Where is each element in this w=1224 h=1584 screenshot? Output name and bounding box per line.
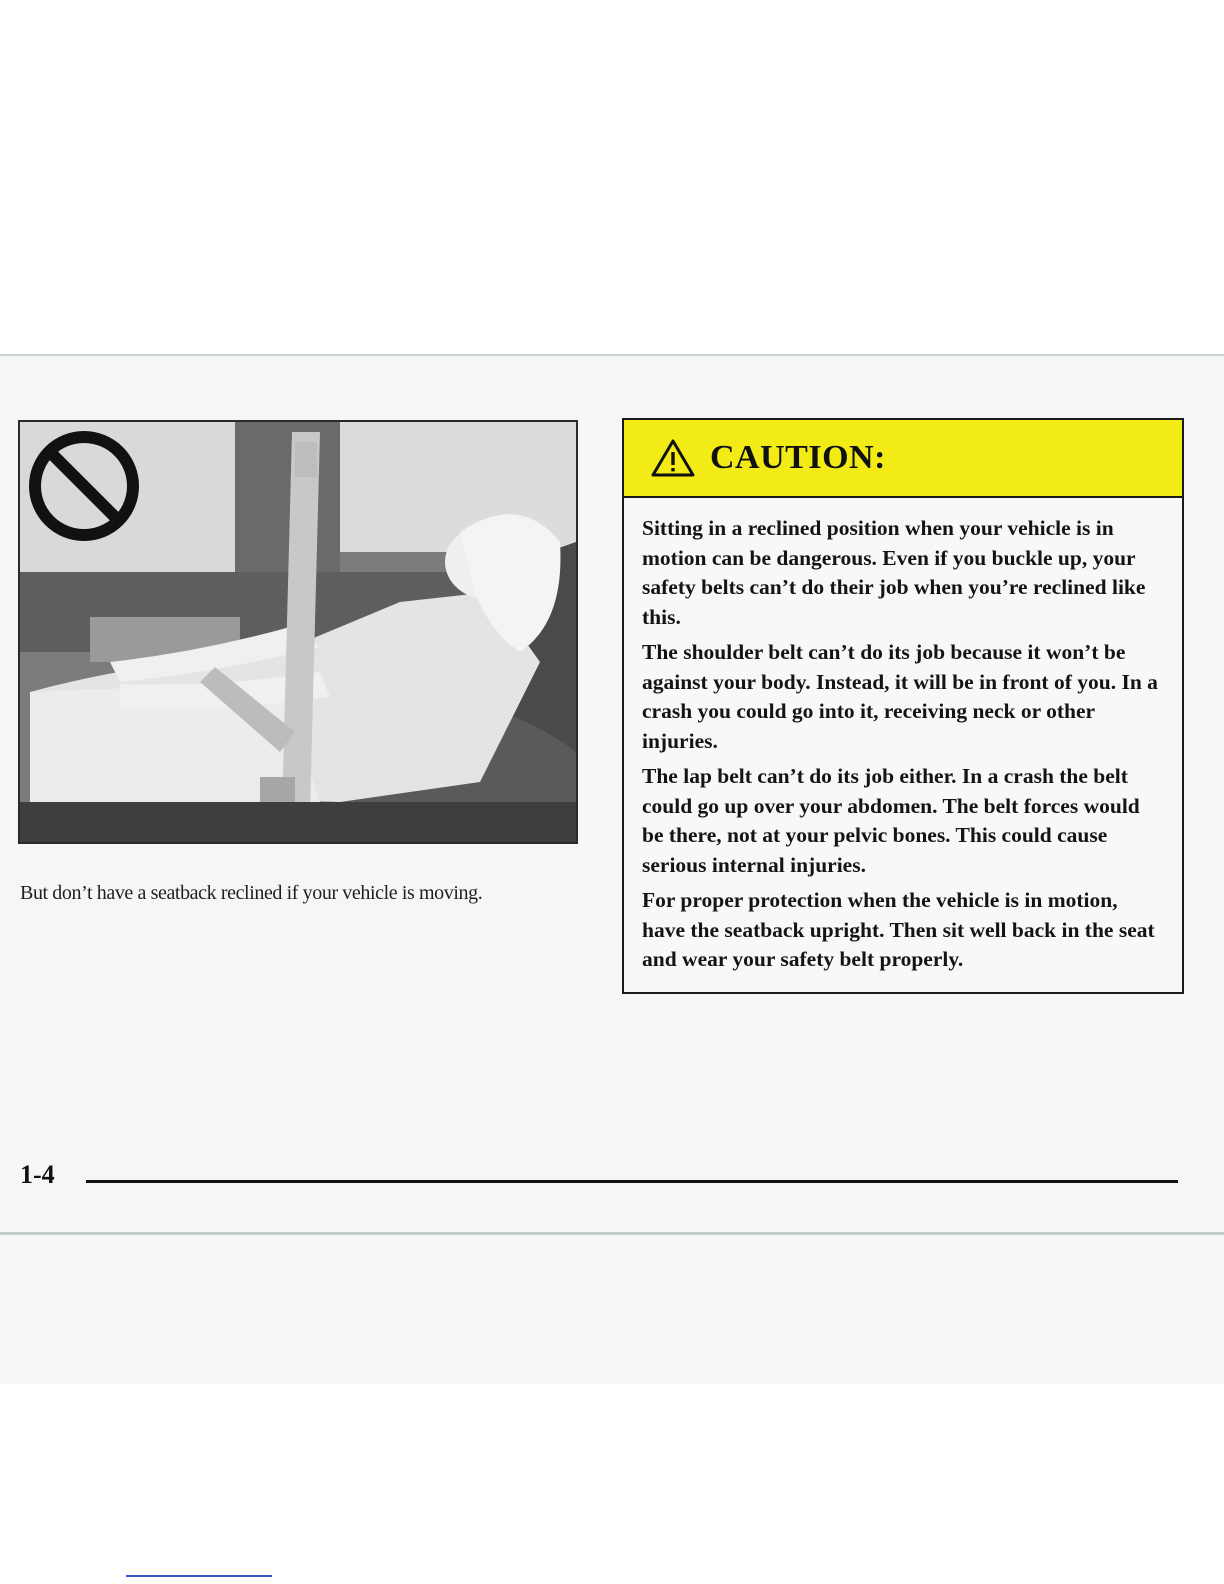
warning-triangle-icon [650,438,696,478]
caution-paragraph: Sitting in a reclined position when your vehicle is in motion can be dangerous. Even if you buckle up, your safety belts can’t do their job when you’re reclined like this. [642,516,1146,629]
caution-paragraph: For proper protection when the vehicle is in motion, have the seatback upright. Then sit well back in the seat and wear your safety belt properly. [642,888,1155,971]
prohibited-icon [26,428,142,544]
caution-paragraph: The lap belt can’t do its job either. In a crash the belt could go up over your abdomen. The belt forces would be there, not at your pelvic bones. This could cause serious internal injuries. [642,764,1140,877]
panel-bottom-rule [0,1232,1224,1235]
caution-header [624,420,1182,498]
caution-body [624,498,1182,975]
footer-rule [86,1180,1178,1183]
page-number: 1-4 [20,1160,55,1189]
illustration-caption: But don’t have a seatback reclined if your vehicle is moving. [20,882,483,904]
panel-top-rule [0,354,1224,356]
bottom-link-rule [126,1575,272,1577]
caution-paragraph: The shoulder belt can’t do its job because it won’t be against your body. Instead, it will be in front of you. In a crash you could go into it, receiving neck or other injuries. [642,640,1158,753]
caution-box [622,418,1184,994]
caution-title: CAUTION: [710,439,886,476]
reclined-seat-illustration [18,420,578,844]
